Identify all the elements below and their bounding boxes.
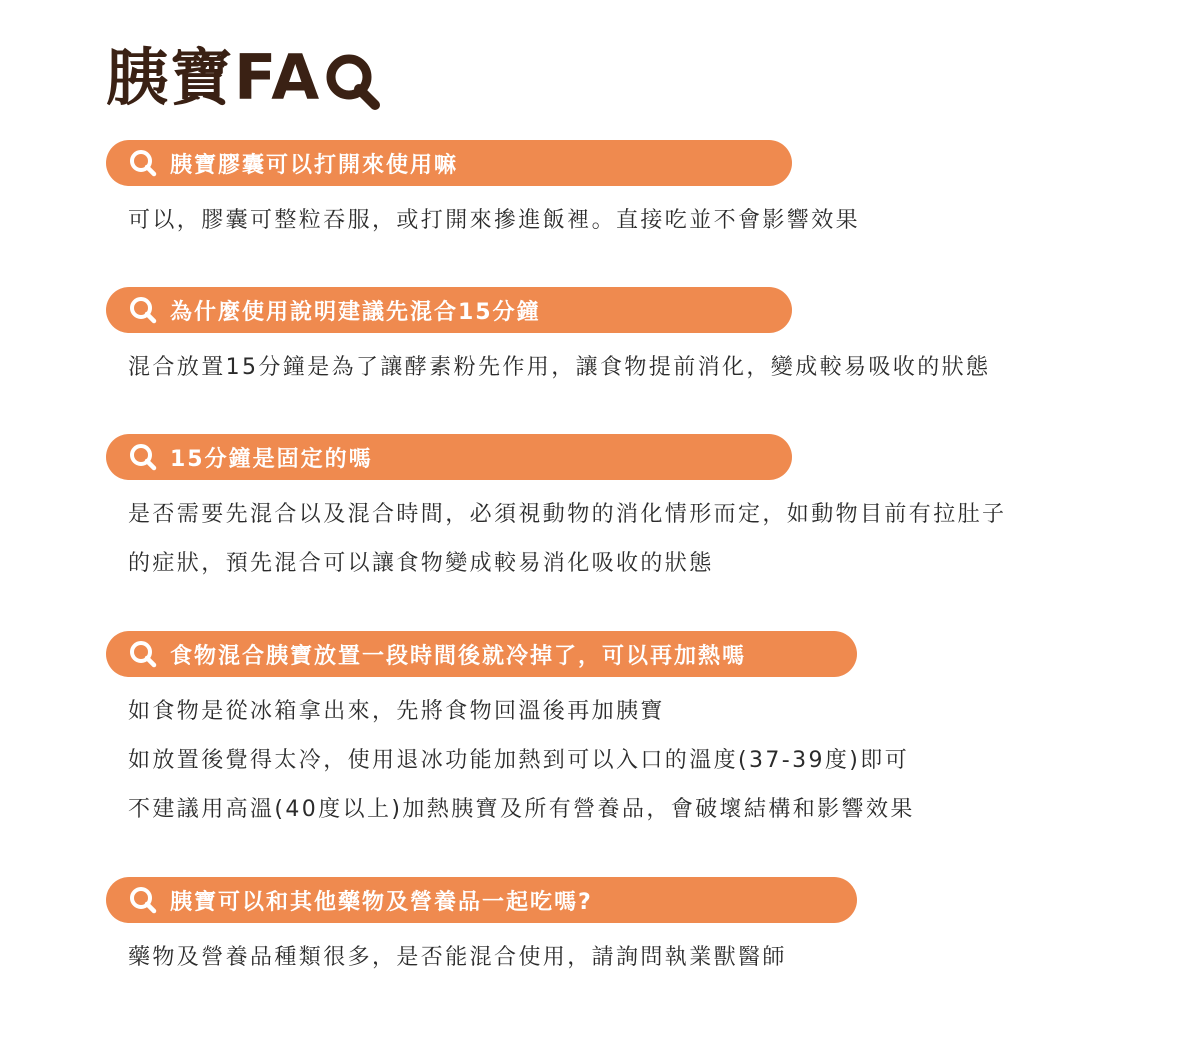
answer-line: 的症狀，預先混合可以讓食物變成較易消化吸收的狀態 [128,551,714,576]
search-icon [128,639,158,669]
faq-item-1 [106,140,860,245]
answer-line: 混合放置15分鐘是為了讓酵素粉先作用，讓食物提前消化，變成較易吸收的狀態 [128,355,991,380]
faq-question-2 [106,287,792,333]
faq-question-4 [106,631,857,677]
faq-question-text: 食物混合胰寶放置一段時間後就冷掉了，可以再加熱嗎 [170,643,747,669]
faq-answer-3 [106,490,1006,588]
faq-answer-5 [106,933,857,982]
faq-question-1 [106,140,792,186]
faq-item-2 [106,287,990,392]
faq-question-text: 胰寶可以和其他藥物及營養品一起吃嗎? [170,889,593,915]
faq-question-3 [106,434,792,480]
answer-line: 不建議用高溫(40度以上)加熱胰寶及所有營養品，會破壞結構和影響效果 [128,797,915,822]
faq-answer-2 [106,343,990,392]
faq-answer-4 [106,687,915,834]
magnifier-q-icon [325,47,383,109]
answer-line: 是否需要先混合以及混合時間，必須視動物的消化情形而定，如動物目前有拉肚子 [128,502,1007,527]
faq-question-text: 胰寶膠囊可以打開來使用嘛 [170,152,459,178]
faq-question-text: 為什麼使用說明建議先混合15分鐘 [170,299,541,325]
answer-line: 藥物及營養品種類很多，是否能混合使用，請詢問執業獸醫師 [128,945,787,970]
search-icon [128,148,158,178]
page-title [106,40,383,116]
faq-item-4 [106,631,915,834]
faq-question-5 [106,877,857,923]
faq-question-text: 15分鐘是固定的嗎 [170,446,373,472]
faq-item-3 [106,434,1006,588]
search-icon [128,442,158,472]
answer-line: 如食物是從冰箱拿出來，先將食物回溫後再加胰寶 [128,699,665,724]
search-icon [128,295,158,325]
answer-line: 如放置後覺得太冷，使用退冰功能加熱到可以入口的溫度(37-39度)即可 [128,748,910,773]
faq-item-5 [106,877,857,982]
page-title-text: 胰寶FA [106,41,322,114]
search-icon [128,885,158,915]
faq-answer-1 [106,196,860,245]
answer-line: 可以，膠囊可整粒吞服，或打開來摻進飯裡。直接吃並不會影響效果 [128,208,861,233]
